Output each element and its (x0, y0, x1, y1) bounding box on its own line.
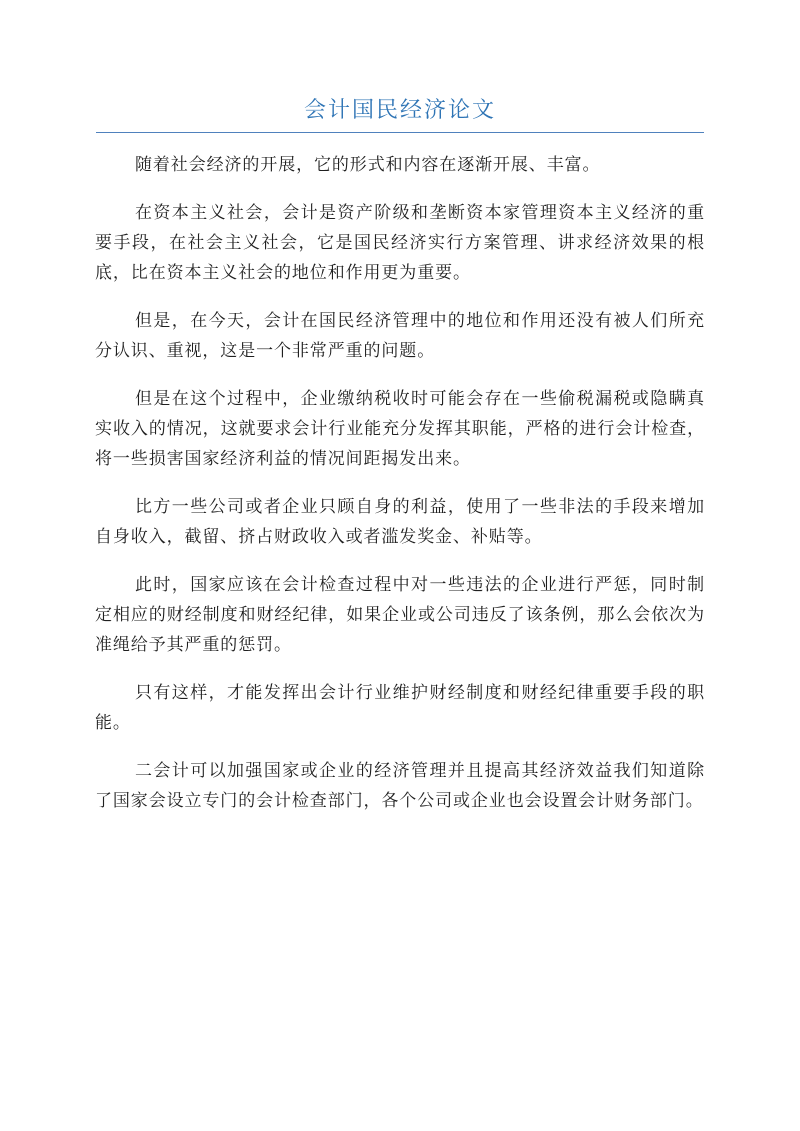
document-body (95, 150, 705, 834)
paragraph-6: 此时，国家应该在会计检查过程中对一些违法的企业进行严惩，同时制定相应的财经制度和财经纪律，如果企业或公司违反了该条例，那么会依次为准绳给予其严重的惩罚。 (95, 575, 705, 655)
paragraph-5: 比方一些公司或者企业只顾自身的利益，使用了一些非法的手段来增加自身收入，截留、挤占财政收入或者滥发奖金、补贴等。 (95, 497, 705, 547)
paragraph-3: 但是，在今天，会计在国民经济管理中的地位和作用还没有被人们所充分认识、重视，这是一个非常严重的问题。 (95, 311, 705, 361)
document-title: 会计国民经济论文 (303, 98, 496, 123)
paragraph-2: 在资本主义社会，会计是资产阶级和垄断资本家管理资本主义经济的重要手段，在社会主义社会，它是国民经济实行方案管理、讲求经济效果的根底，比在资本主义社会的地位和作用更为重要。 (95, 203, 705, 283)
paragraph-1: 随着社会经济的开展，它的形式和内容在逐渐开展、丰富。 (135, 155, 601, 175)
paragraph-8: 二会计可以加强国家或企业的经济管理并且提高其经济效益我们知道除了国家会设立专门的会计检查部门，各个公司或企业也会设置会计财务部门。 (95, 761, 705, 811)
paragraph-7: 只有这样，才能发挥出会计行业维护财经制度和财经纪律重要手段的职能。 (95, 683, 705, 733)
paragraph-4: 但是在这个过程中，企业缴纳税收时可能会存在一些偷税漏税或隐瞒真实收入的情况，这就要求会计行业能充分发挥其职能，严格的进行会计检查，将一些损害国家经济利益的情况间距揭发出来。 (95, 389, 705, 469)
title-underline (96, 132, 704, 133)
